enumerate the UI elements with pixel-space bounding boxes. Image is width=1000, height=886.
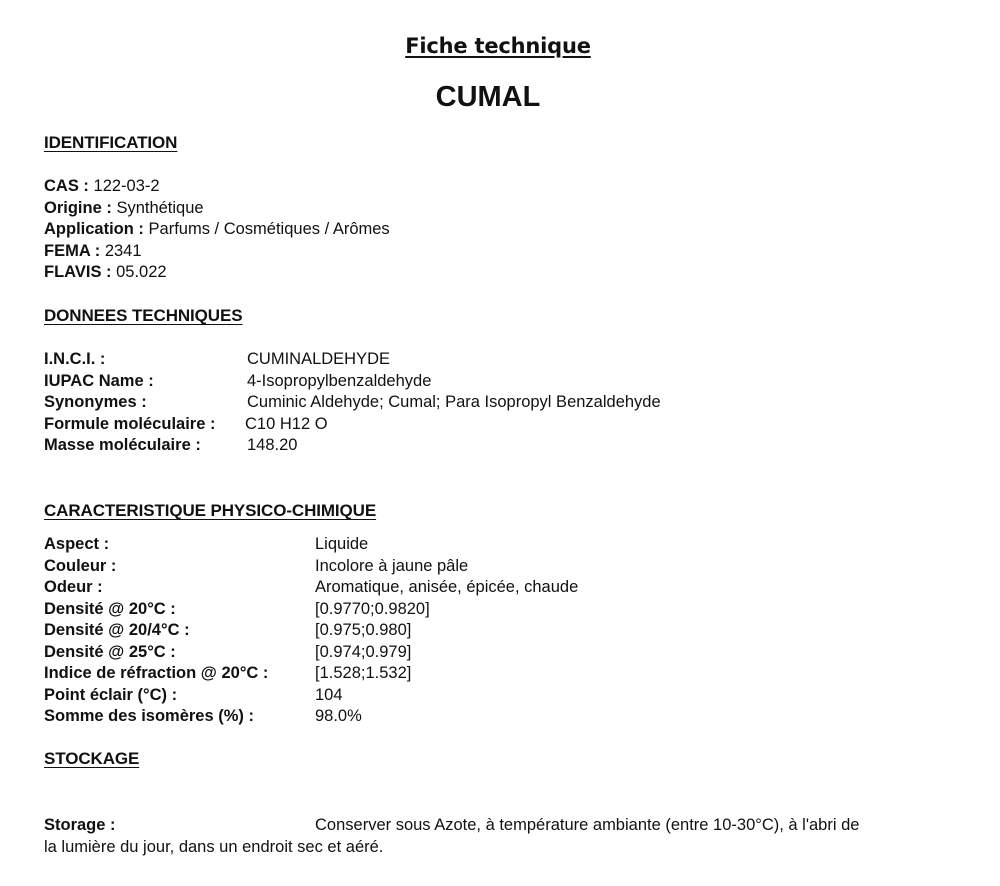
document-kicker: Fiche technique [405,34,591,58]
field-value: Aromatique, anisée, épicée, chaude [315,578,579,596]
field-value: CUMINALDEHYDE [247,350,391,368]
field-value: C10 H12 O [245,414,328,433]
field-label: Synonymes : [44,393,147,411]
field-label: FLAVIS : [44,263,112,281]
field-label: I.N.C.I. : [44,350,106,368]
field-value: Cuminic Aldehyde; Cumal; Para Isopropyl Benzaldehyde [247,393,661,411]
identification-application [44,219,390,241]
field-label: Odeur : [44,578,103,596]
field-value: 98.0% [315,707,362,725]
field-label: FEMA : [44,241,101,260]
storage-value-line1: Conserver sous Azote, à température ambiante (entre 10-30°C), à l'abri de [315,816,860,834]
field-value: 2341 [104,241,142,260]
field-value: Liquide [315,535,369,553]
product-title: CUMAL [435,81,541,113]
field-value: 122-03-2 [93,177,160,195]
identification-cas [44,176,160,198]
field-label: Application : [44,220,144,238]
identification-heading: IDENTIFICATION [44,133,178,152]
field-value: [1.528;1.532] [315,664,412,682]
field-label: Densité @ 25°C : [44,642,176,661]
field-value: 05.022 [116,263,167,281]
field-label: Indice de réfraction @ 20°C : [44,664,269,682]
field-label: Somme des isomères (%) : [44,707,254,725]
storage-value-line2: la lumière du jour, dans un endroit sec et aéré. [44,837,384,856]
field-value: Parfums / Cosmétiques / Arômes [148,220,390,238]
field-label: Point éclair (°C) : [44,685,178,704]
field-label: Aspect : [44,535,110,553]
field-label: Masse moléculaire : [44,436,201,454]
field-value: [0.974;0.979] [315,642,412,661]
field-value: 4-Isopropylbenzaldehyde [247,371,432,390]
field-value: [0.9770;0.9820] [315,599,430,618]
field-label: IUPAC Name : [44,371,154,390]
field-value: 148.20 [247,436,298,454]
identification-fema [44,241,142,263]
storage-heading: STOCKAGE [44,749,140,768]
field-value: [0.975;0.980] [315,621,412,639]
field-value: Incolore à jaune pâle [315,556,469,575]
field-label: Densité @ 20°C : [44,599,176,618]
identification-flavis [44,262,167,284]
field-label: Origine : [44,198,112,217]
field-value: Synthétique [116,198,204,217]
field-label: Formule moléculaire : [44,414,216,433]
field-label: CAS : [44,177,89,195]
technical-heading: DONNEES TECHNIQUES [44,306,243,325]
identification-origine [44,198,204,220]
physico-heading: CARACTERISTIQUE PHYSICO-CHIMIQUE [44,501,377,520]
field-label: Couleur : [44,556,117,575]
field-label: Densité @ 20/4°C : [44,621,190,639]
field-value: 104 [315,685,343,704]
storage-label: Storage : [44,816,116,834]
